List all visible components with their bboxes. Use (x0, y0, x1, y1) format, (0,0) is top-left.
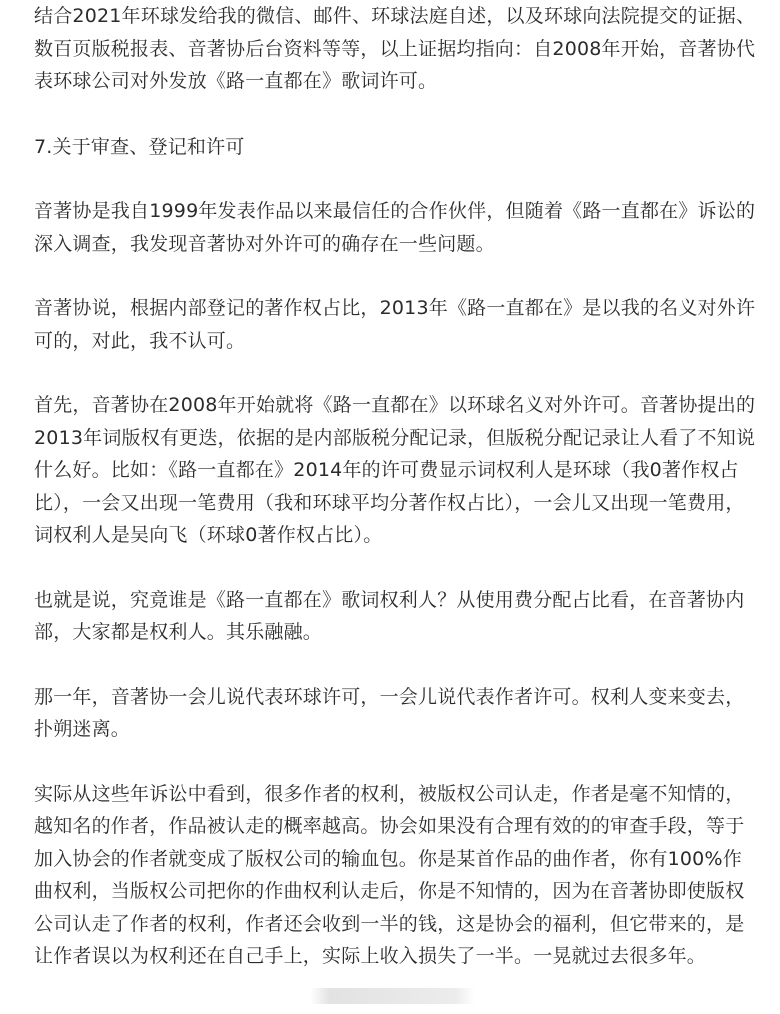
paragraph-that-year: 那一年，音著协一会儿说代表环球许可，一会儿说代表作者许可。权利人变来变去，扑朔迷离。 (34, 685, 745, 740)
paragraph-litigation: 实际从这些年诉讼中看到，很多作者的权利，被版权公司认走，作者是毫不知情的，越知名的作者，作品被认走的概率越高。协会如果没有合理有效的的审查手段，等于加入协会的作者就变成了版权公司的输血包。你是某首作品的曲作者，你有100%作曲权利，当版权公司把你的作曲权利认走后，你是不知情的，因为在音著协即使版权公司认走了作者的权利，作者还会收到一半的钱，这是协会的福利，但它带来的，是让作者误以为权利还在自己手上，实际上收入损失了一半。一晃就过去很多年。 (34, 782, 745, 967)
paragraph-first: 首先，音著协在2008年开始就将《路一直都在》以环球名义对外许可。音著协提出的2013年词版权有更迭，依据的是内部版税分配记录，但版税分配记录让人看了不知说什么好。比如：《路一直都在》2014年的许可费显示词权利人是环球（我0著作权占比），一会又出现一笔费用（我和环球平均分著作权占比），一会儿又出现一笔费用，词权利人是吴向飞（环球0著作权占比）。 (34, 394, 756, 546)
section-heading: 7.关于审查、登记和许可 (34, 135, 245, 158)
paragraph-rights-holder: 也就是说，究竟谁是《路一直都在》歌词权利人？从使用费分配占比看，在音著协内部，大家都是权利人。其乐融融。 (34, 588, 745, 643)
article-body (34, 0, 756, 973)
watermark (310, 988, 475, 1004)
paragraph-partner: 音著协是我自1999年发表作品以来最信任的合作伙伴，但随着《路一直都在》诉讼的深入调查，我发现音著协对外许可的确存在一些问题。 (34, 200, 756, 255)
paragraph-evidence: 结合2021年环球发给我的微信、邮件、环球法庭自述，以及环球向法院提交的证据、数百页版税报表、音著协后台资料等等，以上证据均指向：自2008年开始，音著协代表环球公司对外发放《路一直都在》歌词许可。 (34, 5, 756, 92)
paragraph-registration: 音著协说，根据内部登记的著作权占比，2013年《路一直都在》是以我的名义对外许可的，对此，我不认可。 (34, 297, 756, 352)
